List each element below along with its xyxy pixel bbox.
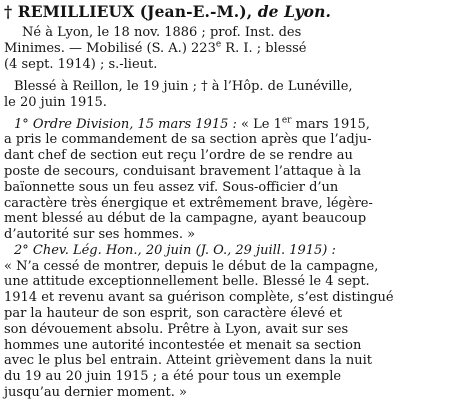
citation1-text-2: a pris le commandement de sa section après que l’adju- xyxy=(4,132,372,148)
citation1-line-3 xyxy=(4,148,353,164)
citation1-line-6 xyxy=(4,196,373,212)
death-line-1 xyxy=(14,79,353,95)
citation1-text-7: ment blessé au début de la campagne, ayant beaucoup xyxy=(4,211,367,227)
citation2-text-1: « N’a cessé de montrer, depuis le début de la campagne, xyxy=(4,258,379,274)
bio-line-2 xyxy=(4,41,306,57)
citation2-text-8: du 19 au 20 juin 1915 ; a été pour tous un exemple xyxy=(4,369,342,385)
bio-line-3 xyxy=(4,57,157,73)
citation1-text-1b: mars 1915, xyxy=(291,116,370,132)
citation2-line-2 xyxy=(4,259,378,275)
citation1-line-5 xyxy=(4,180,338,196)
death-line-2 xyxy=(4,95,107,111)
citation1-text-6: caractère très énergique et extrêmement brave, légère- xyxy=(4,195,373,211)
death-text-2: le 20 juin 1915. xyxy=(4,94,107,110)
bio-superscript: e xyxy=(215,39,222,50)
citation2-line-8 xyxy=(4,353,372,369)
citation1-reference: 1° Ordre Division, 15 mars 1915 : xyxy=(14,116,237,132)
bio-line-1 xyxy=(22,25,301,41)
citation1-text-3: dant chef de section eut reçu l’ordre de se rendre au xyxy=(4,148,353,164)
citation1-text-8: d’autorité sur ses hommes. » xyxy=(4,227,196,243)
bio-text-3: (4 sept. 1914) ; s.-lieut. xyxy=(4,56,158,72)
citation2-text-7: avec le plus bel entrain. Atteint grièvement dans la nuit xyxy=(4,353,372,369)
death-cross: † xyxy=(4,1,13,21)
citation1-text-5: baïonnette sous un feu assez vif. Sous-officier d’un xyxy=(4,179,339,195)
citation1-line-1 xyxy=(14,117,370,133)
citation1-superscript: er xyxy=(281,115,292,126)
person-city: de Lyon. xyxy=(257,1,331,21)
citation2-line-6 xyxy=(4,322,348,338)
citation2-line-3 xyxy=(4,274,370,290)
citation2-text-5: son dévouement absolu. Prêtre à Lyon, avait sur ses xyxy=(4,321,349,337)
citation2-text-2: une attitude exceptionnellement belle. Blessé le 4 sept. xyxy=(4,274,370,290)
citation2-line-4 xyxy=(4,290,394,306)
citation2-text-6: hommes une autorité incontestée et menait sa section xyxy=(4,337,362,353)
citation1-line-4 xyxy=(4,164,361,180)
person-name: REMILLIEUX (Jean-E.-M.), xyxy=(17,1,253,21)
citation2-text-4: par la hauteur de son esprit, son caractère élevé et xyxy=(4,305,343,321)
citation2-line-7 xyxy=(4,338,361,354)
death-text-1: Blessé à Reillon, le 19 juin ; † à l’Hôp. de Lunéville, xyxy=(14,78,353,94)
citation2-text-3: 1914 et revenu avant sa guérison complète, s’est distingué xyxy=(4,290,394,306)
citation2-text-9: jusqu’au dernier moment. » xyxy=(4,384,187,400)
citation1-line-7 xyxy=(4,211,366,227)
citation2-line-5 xyxy=(4,306,342,322)
citation2-line-9 xyxy=(4,369,341,385)
bio-text-2b: R. I. ; blessé xyxy=(221,41,307,57)
bio-text-1: Né à Lyon, le 18 nov. 1886 ; prof. Inst. des xyxy=(22,25,302,41)
citation2-line-10 xyxy=(4,385,187,401)
citation1-line-2 xyxy=(4,132,372,148)
citation1-text-4: poste de secours, conduisant bravement l’attaque à la xyxy=(4,163,362,179)
citation2-line-1 xyxy=(14,243,336,259)
citation1-text-1a: « Le 1 xyxy=(236,116,282,132)
citation1-line-8 xyxy=(4,227,195,243)
entry-title xyxy=(4,1,331,21)
bio-text-2a: Minimes. — Mobilisé (S. A.) 223 xyxy=(4,41,216,57)
citation2-reference: 2° Chev. Lég. Hon., 20 juin (J. O., 29 juill. 1915) : xyxy=(14,242,336,258)
